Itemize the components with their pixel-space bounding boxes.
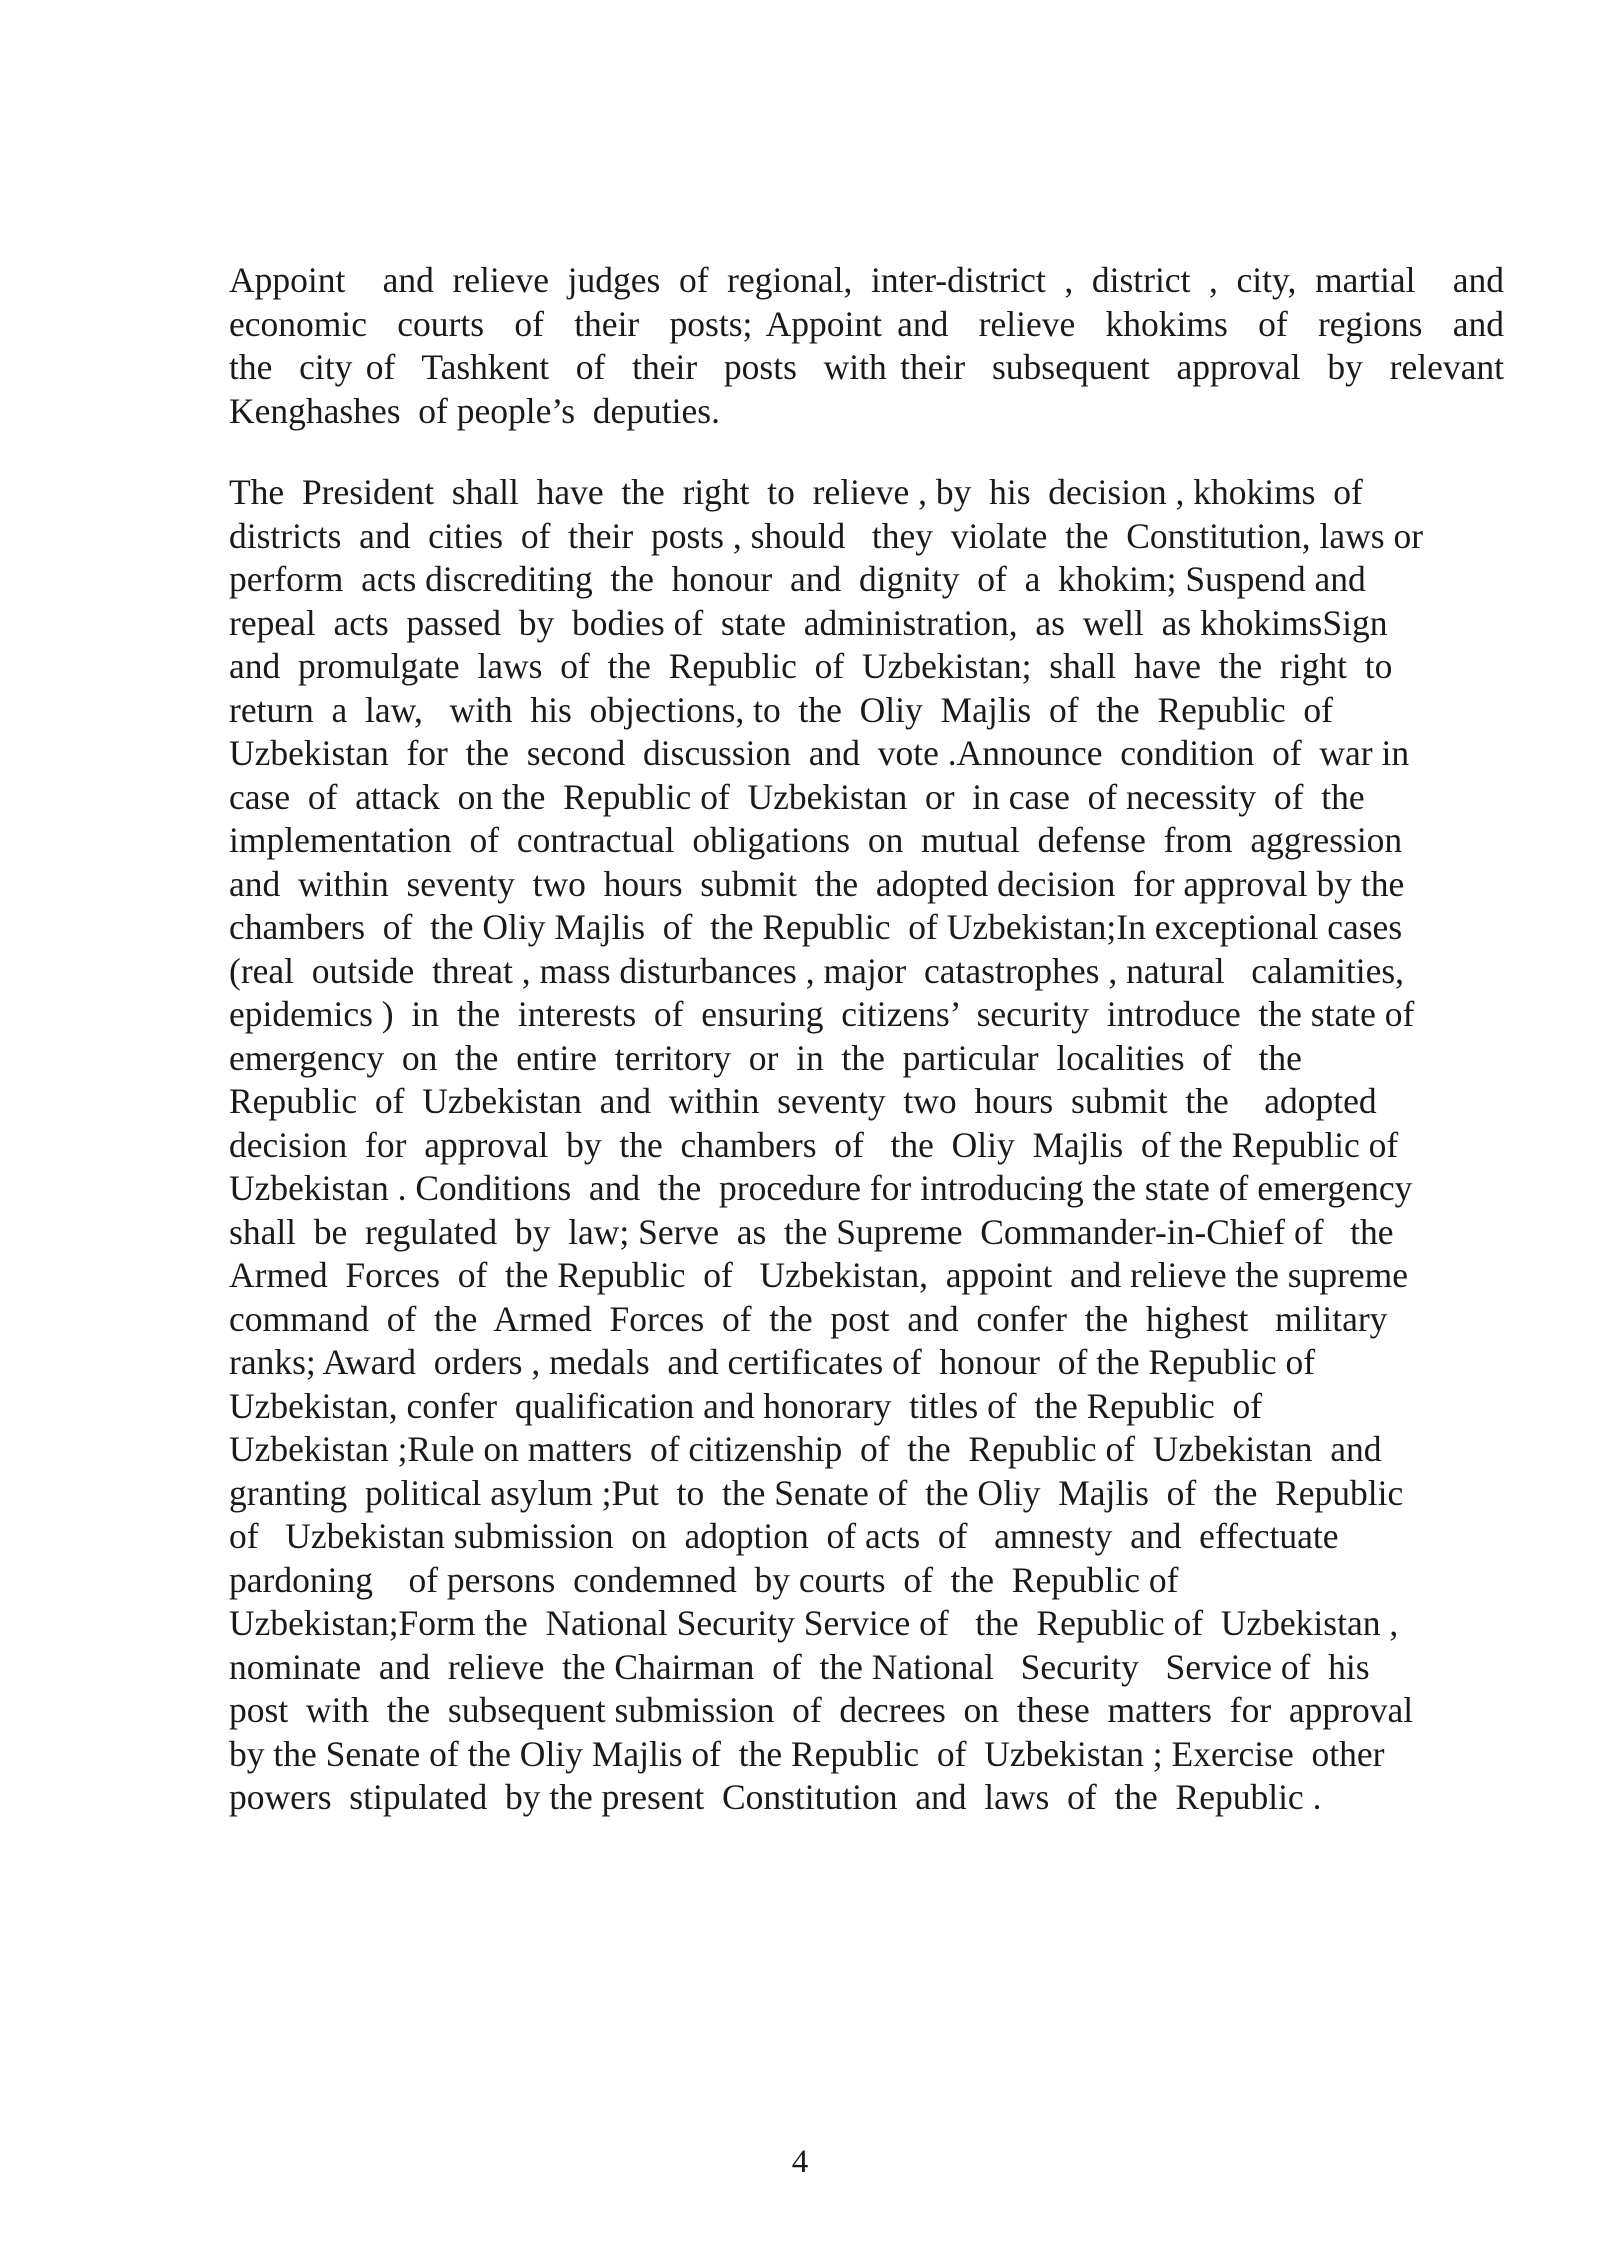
text-line: Uzbekistan;Form the National Security Service of the Republic of Uzbekistan , — [229, 1603, 1399, 1643]
text-line: Uzbekistan . Conditions and the procedure for introducing the state of emergency — [229, 1168, 1413, 1208]
text-line: Kenghashes of people’s deputies. — [229, 390, 720, 431]
text-line: repeal acts passed by bodies of state administration, as well as khokimsSign — [229, 602, 1388, 643]
text-line: granting political asylum ;Put to the Senate of the Oliy Majlis of the Republic — [229, 1472, 1404, 1513]
text-line: shall be regulated by law; Serve as the Supreme Commander-in-Chief of the — [229, 1211, 1394, 1252]
text-line: command of the Armed Forces of the post and confer the highest military — [229, 1298, 1388, 1339]
text-line: and promulgate laws of the Republic of Uzbekistan; shall have the right to — [229, 646, 1393, 686]
text-line: nominate and relieve the Chairman of the National Security Service of his — [229, 1646, 1370, 1687]
text-line: decision for approval by the chambers of the Oliy Majlis of the Republic of — [229, 1124, 1399, 1165]
text-line: economic courts of their posts; Appoint and relieve khokims of regions and — [229, 303, 1504, 344]
text-line: Uzbekistan for the second discussion and vote .Announce condition of war in — [229, 733, 1410, 773]
text-line: by the Senate of the Oliy Majlis of the Republic of Uzbekistan ; Exercise other — [229, 1733, 1385, 1774]
text-line: the city of Tashkent of their posts with their subsequent approval by relevant — [229, 347, 1504, 387]
paragraph-presidential-powers — [229, 471, 1504, 1820]
paragraph-appointments — [229, 259, 1504, 433]
text-line: pardoning of persons condemned by courts of the Republic of — [229, 1559, 1179, 1600]
text-line: (real outside threat , mass disturbances , major catastrophes , natural calamities, — [229, 950, 1405, 991]
text-line: powers stipulated by the present Constitution and laws of the Republic . — [229, 1777, 1322, 1817]
text-line: Uzbekistan, confer qualification and honorary titles of the Republic of — [229, 1385, 1263, 1426]
text-line: case of attack on the Republic of Uzbekistan or in case of necessity of the — [229, 776, 1365, 817]
text-line: Appoint and relieve judges of regional, inter-district , district , city, martial and — [229, 260, 1504, 300]
text-line: chambers of the Oliy Majlis of the Republic of Uzbekistan;In exceptional cases — [229, 907, 1403, 947]
text-line: post with the subsequent submission of decrees on these matters for approval — [229, 1690, 1414, 1730]
text-line: Republic of Uzbekistan and within seventy two hours submit the adopted — [229, 1081, 1377, 1121]
text-line: Armed Forces of the Republic of Uzbekistan, appoint and relieve the supreme — [229, 1255, 1409, 1295]
text-line: Uzbekistan ;Rule on matters of citizenship of the Republic of Uzbekistan and — [229, 1429, 1382, 1469]
text-line: epidemics ) in the interests of ensuring citizens’ security introduce the state of — [229, 994, 1415, 1034]
text-line: return a law, with his objections, to the Oliy Majlis of the Republic of — [229, 689, 1333, 730]
text-line: of Uzbekistan submission on adoption of acts of amnesty and effectuate — [229, 1516, 1339, 1556]
text-line: ranks; Award orders , medals and certificates of honour of the Republic of — [229, 1342, 1316, 1382]
text-line: emergency on the entire territory or in the particular localities of the — [229, 1037, 1302, 1078]
text-line: The President shall have the right to relieve , by his decision , khokims of — [229, 472, 1363, 512]
text-line: districts and cities of their posts , should they violate the Constitution, laws or — [229, 515, 1424, 556]
text-line: implementation of contractual obligations on mutual defense from aggression — [229, 820, 1403, 860]
text-line: and within seventy two hours submit the adopted decision for approval by the — [229, 863, 1405, 904]
text-line: perform acts discrediting the honour and dignity of a khokim; Suspend and — [229, 559, 1366, 599]
page-number: 4 — [791, 2144, 809, 2180]
